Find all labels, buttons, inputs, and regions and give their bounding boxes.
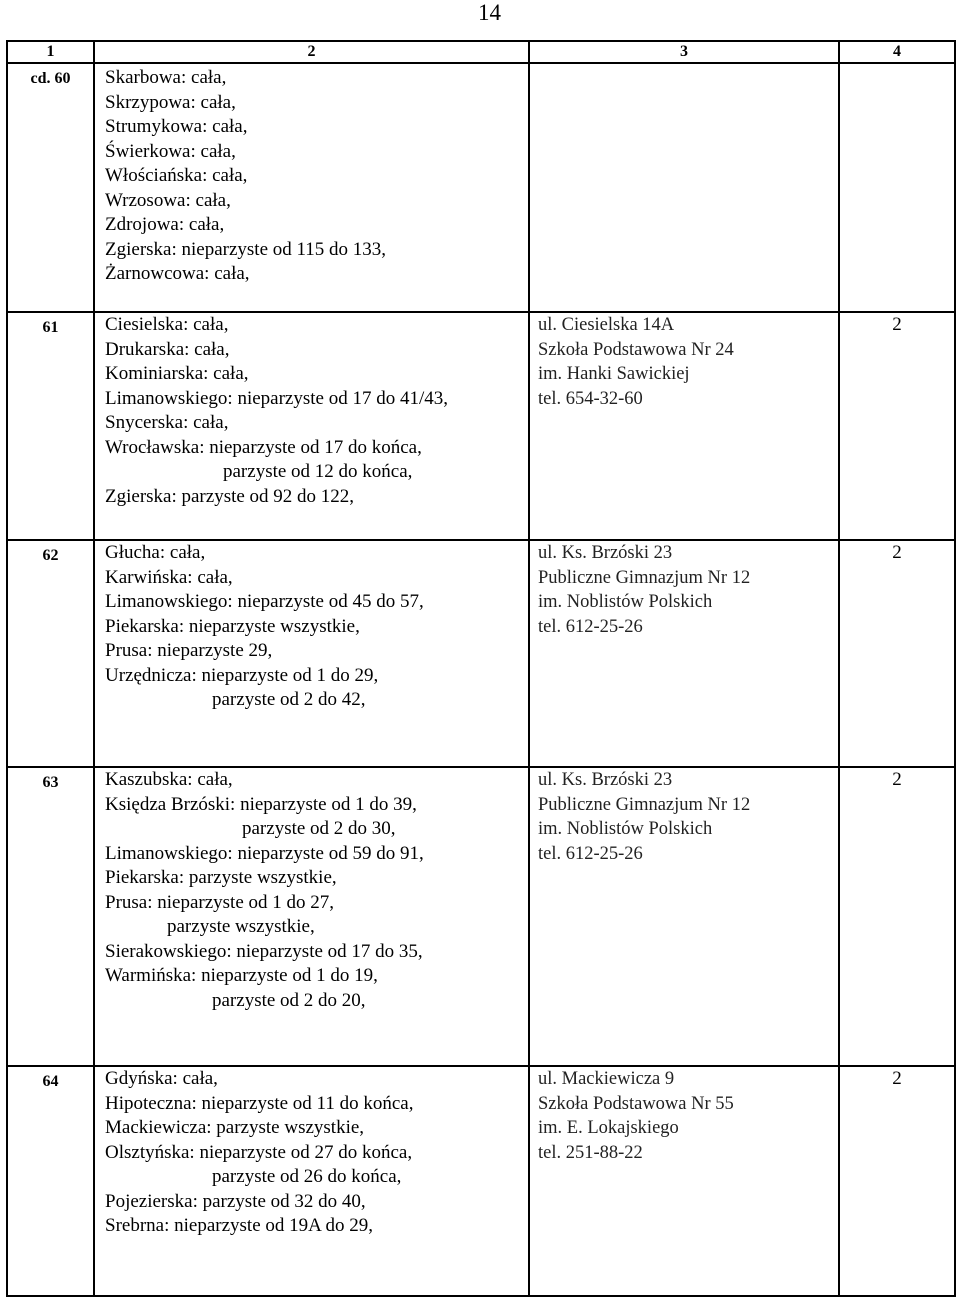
street-line: Ciesielska: cała, <box>105 314 229 335</box>
street-line: Głucha: cała, <box>105 542 206 563</box>
street-line: Strumykowa: cała, <box>105 116 248 137</box>
streets-cell <box>94 63 529 312</box>
street-line: Księdza Brzóski: nieparzyste od 1 do 39, <box>105 793 417 815</box>
streets-cell <box>94 312 529 540</box>
street-line-continuation: parzyste od 2 do 42, <box>212 689 366 710</box>
street-line-continuation: parzyste od 2 do 30, <box>242 818 396 839</box>
street-line: Urzędnicza: nieparzyste od 1 do 29, <box>105 664 379 686</box>
street-line-continuation: parzyste od 26 do końca, <box>212 1166 402 1187</box>
circuit-cell <box>839 767 955 1066</box>
table-row <box>7 63 955 312</box>
district-number: 64 <box>42 1073 59 1090</box>
streets-cell <box>94 1066 529 1296</box>
school-patron: im. Noblistów Polskich <box>538 819 713 839</box>
street-line: Wrzosowa: cała, <box>105 189 231 211</box>
continuation-prefix: cd. <box>30 70 51 87</box>
school-patron: im. Noblistów Polskich <box>538 592 713 612</box>
streets-cell <box>94 767 529 1066</box>
school-address: ul. Ciesielska 14A <box>538 315 675 335</box>
street-line: Kaszubska: cała, <box>105 769 233 790</box>
table-row <box>7 767 955 1066</box>
street-line: Karwińska: cała, <box>105 566 233 588</box>
street-line: Olsztyńska: nieparzyste od 27 do końca, <box>105 1141 413 1163</box>
district-number-cell <box>7 312 94 540</box>
street-line: Włościańska: cała, <box>105 165 248 186</box>
table-row <box>7 540 955 767</box>
school-patron: im. Hanki Sawickiej <box>538 364 690 384</box>
street-line: Żarnowcowa: cała, <box>105 263 250 284</box>
school-phone: tel. 612-25-26 <box>538 843 643 864</box>
school-name: Publiczne Gimnazjum Nr 12 <box>538 794 751 815</box>
district-number-cell <box>7 540 94 767</box>
streets-cell <box>94 540 529 767</box>
district-number-cell <box>7 1066 94 1296</box>
street-line: Limanowskiego: nieparzyste od 17 do 41/43, <box>105 387 448 409</box>
street-line: Prusa: nieparzyste od 1 do 27, <box>105 891 335 913</box>
circuit-cell <box>839 63 955 312</box>
street-line: Hipoteczna: nieparzyste od 11 do końca, <box>105 1092 414 1114</box>
street-line: Drukarska: cała, <box>105 338 230 360</box>
column-header-3: 3 <box>529 41 839 63</box>
school-address: ul. Ks. Brzóski 23 <box>538 543 673 563</box>
street-line: Snycerska: cała, <box>105 412 229 433</box>
street-line: Srebrna: nieparzyste od 19A do 29, <box>105 1215 374 1236</box>
street-line: Pojezierska: parzyste od 32 do 40, <box>105 1190 366 1212</box>
district-number: 60 <box>54 70 71 87</box>
circuit-cell <box>839 1066 955 1296</box>
school-address: ul. Ks. Brzóski 23 <box>538 770 673 790</box>
street-line: Limanowskiego: nieparzyste od 45 do 57, <box>105 591 424 612</box>
street-line: Zdrojowa: cała, <box>105 214 225 235</box>
district-number-cell <box>7 767 94 1066</box>
street-line: Świerkowa: cała, <box>105 140 236 162</box>
school-cell <box>529 1066 839 1296</box>
street-line: Piekarska: parzyste wszystkie, <box>105 867 337 888</box>
table-row <box>7 1066 955 1296</box>
school-cell <box>529 540 839 767</box>
school-cell <box>529 63 839 312</box>
street-line: Piekarska: nieparzyste wszystkie, <box>105 615 360 637</box>
district-number: 61 <box>42 319 59 336</box>
circuit-number: 2 <box>892 769 902 790</box>
school-patron: im. E. Lokajskiego <box>538 1118 679 1138</box>
circuit-cell <box>839 540 955 767</box>
district-table <box>6 40 956 1297</box>
school-phone: tel. 612-25-26 <box>538 616 643 637</box>
school-phone: tel. 251-88-22 <box>538 1142 643 1163</box>
column-header-4: 4 <box>839 41 955 63</box>
street-line: Zgierska: nieparzyste od 115 do 133, <box>105 238 387 260</box>
circuit-number: 2 <box>892 542 902 563</box>
street-line-continuation: parzyste od 12 do końca, <box>223 461 413 482</box>
street-line: Warmińska: nieparzyste od 1 do 19, <box>105 965 378 986</box>
street-line: Gdyńska: cała, <box>105 1068 218 1089</box>
school-address: ul. Mackiewicza 9 <box>538 1069 675 1089</box>
street-line: Prusa: nieparzyste 29, <box>105 640 273 661</box>
district-number: 62 <box>42 547 59 564</box>
circuit-number: 2 <box>892 1068 902 1089</box>
circuit-cell <box>839 312 955 540</box>
school-name: Publiczne Gimnazjum Nr 12 <box>538 567 751 588</box>
street-line: Mackiewicza: parzyste wszystkie, <box>105 1117 365 1138</box>
street-line: Limanowskiego: nieparzyste od 59 do 91, <box>105 842 424 864</box>
district-number: 63 <box>42 774 59 791</box>
circuit-number: 2 <box>892 314 902 335</box>
street-line: Skarbowa: cała, <box>105 67 227 88</box>
school-cell <box>529 312 839 540</box>
header-row <box>7 41 955 63</box>
school-phone: tel. 654-32-60 <box>538 388 643 409</box>
district-number-cell <box>7 63 94 312</box>
school-name: Szkoła Podstawowa Nr 55 <box>538 1093 734 1114</box>
column-header-1: 1 <box>7 41 94 63</box>
street-line: Zgierska: parzyste od 92 do 122, <box>105 485 355 507</box>
street-line: Kominiarska: cała, <box>105 363 249 384</box>
page-number: 14 <box>478 0 501 25</box>
table-row <box>7 312 955 540</box>
school-cell <box>529 767 839 1066</box>
street-line: Skrzypowa: cała, <box>105 91 236 113</box>
street-line-continuation: parzyste wszystkie, <box>167 916 315 937</box>
street-line: Sierakowskiego: nieparzyste od 17 do 35, <box>105 940 423 962</box>
school-name: Szkoła Podstawowa Nr 24 <box>538 339 734 360</box>
street-line-continuation: parzyste od 2 do 20, <box>212 989 366 1011</box>
column-header-2: 2 <box>94 41 529 63</box>
street-line: Wrocławska: nieparzyste od 17 do końca, <box>105 436 422 458</box>
